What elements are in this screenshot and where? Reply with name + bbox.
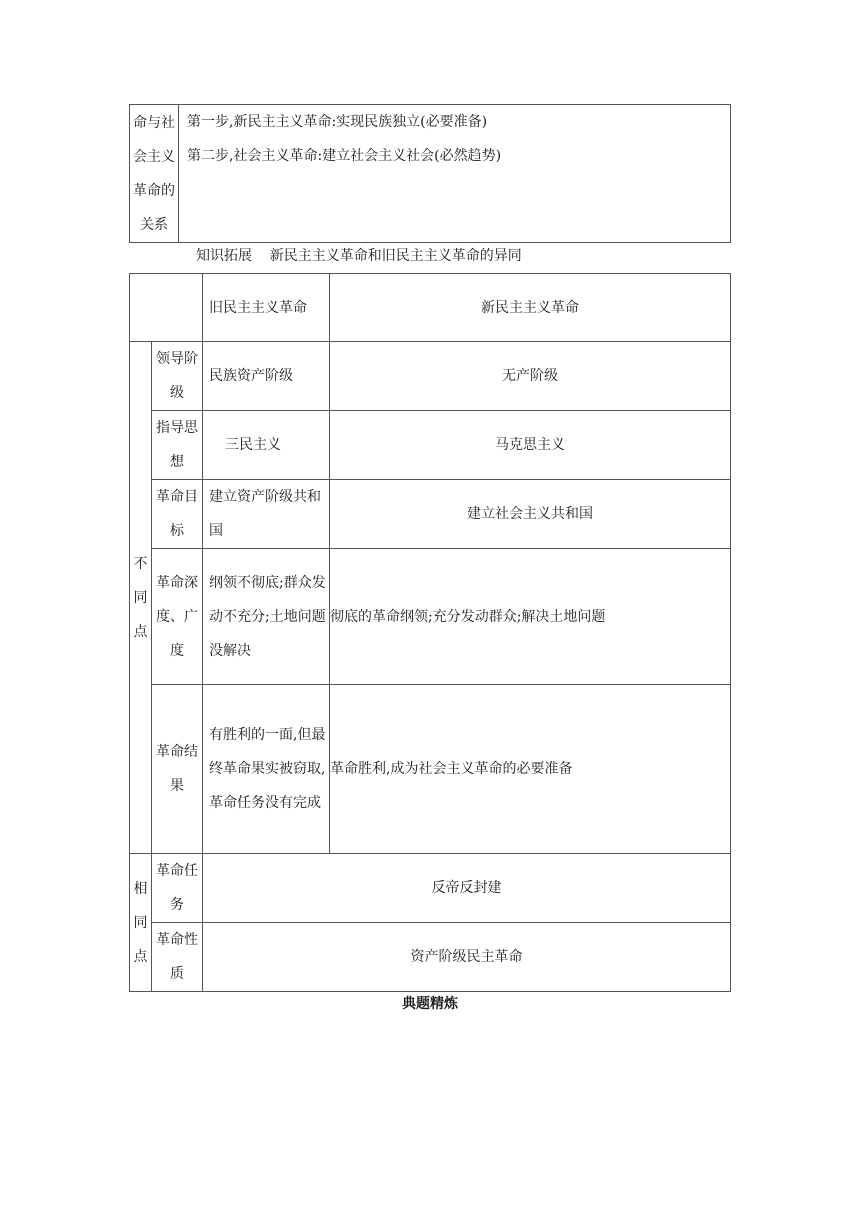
table-row — [130, 854, 731, 923]
step-two-text: 第二步,社会主义革命:建立社会主义社会(必然趋势) — [187, 148, 502, 164]
old-cell: 建立资产阶级共和国 — [203, 480, 330, 549]
new-cell: 彻底的革命纲领;充分发动群众;解决土地问题 — [330, 549, 731, 685]
aspect-cell: 指导思想 — [152, 411, 203, 480]
step-one-text: 第一步,新民主主义革命:实现民族独立(必要准备) — [187, 114, 488, 130]
relationship-steps — [179, 105, 731, 243]
relationship-label-line: 关系 — [140, 217, 168, 233]
table-row — [130, 480, 731, 549]
new-cell: 革命胜利,成为社会主义革命的必要准备 — [330, 685, 731, 854]
relationship-table — [129, 104, 731, 243]
relationship-label-line: 命与社 — [133, 115, 175, 131]
old-cell: 三民主义 — [203, 411, 330, 480]
aspect-cell: 领导阶级 — [152, 342, 203, 411]
table-row — [130, 549, 731, 685]
shared-value-cell: 反帝反封建 — [203, 854, 731, 923]
aspect-cell: 革命任务 — [152, 854, 203, 923]
table-header-row — [130, 274, 731, 342]
group-differences: 不同点 — [130, 342, 152, 854]
table-caption: 知识拓展 新民主主义革命和旧民主主义革命的异同 — [196, 248, 522, 264]
table-row — [130, 342, 731, 411]
old-cell: 民族资产阶级 — [203, 342, 330, 411]
header-new-revolution: 新民主主义革命 — [330, 274, 731, 342]
new-cell: 建立社会主义共和国 — [330, 480, 731, 549]
relationship-label — [130, 105, 179, 243]
table-row — [130, 411, 731, 480]
aspect-cell: 革命性质 — [152, 923, 203, 992]
new-cell: 马克思主义 — [330, 411, 731, 480]
group-similarities: 相同点 — [130, 854, 152, 992]
new-cell: 无产阶级 — [330, 342, 731, 411]
section-heading: 典题精炼 — [402, 996, 458, 1012]
relationship-label-line: 革命的 — [133, 183, 175, 199]
table-row — [130, 685, 731, 854]
aspect-cell: 革命深度、广度 — [152, 549, 203, 685]
empty-header-cell — [130, 274, 203, 342]
old-cell: 有胜利的一面,但最终革命果实被窃取,革命任务没有完成 — [203, 685, 330, 854]
aspect-cell: 革命结果 — [152, 685, 203, 854]
header-old-revolution: 旧民主主义革命 — [203, 274, 330, 342]
shared-value-cell: 资产阶级民主革命 — [203, 923, 731, 992]
old-cell: 纲领不彻底;群众发动不充分;土地问题没解决 — [203, 549, 330, 685]
aspect-cell: 革命目标 — [152, 480, 203, 549]
table-row — [130, 923, 731, 992]
comparison-table — [129, 273, 731, 992]
relationship-label-line: 会主义 — [133, 149, 175, 165]
